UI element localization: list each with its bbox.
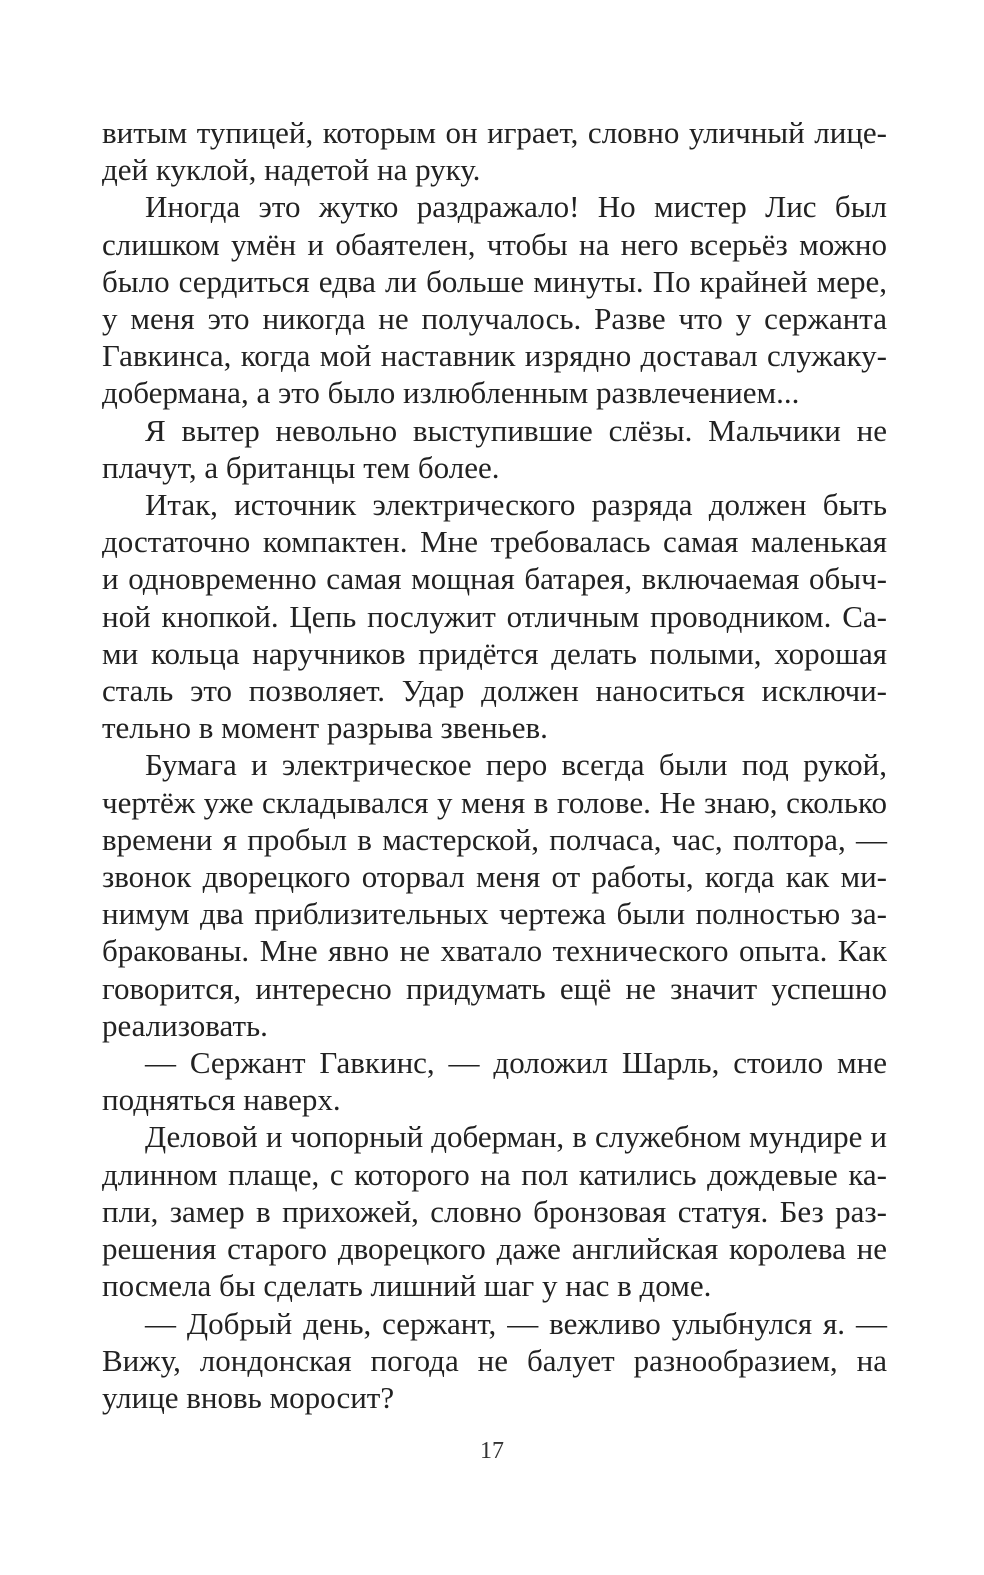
dialogue-paragraph: — Сержант Гавкинс, — доложил Шарль, стоило мне подняться наверх. xyxy=(102,1045,887,1118)
paragraph-continuation: витым тупицей, которым он играет, словно уличный лицедей куклой, надетой на руку. xyxy=(102,115,887,188)
paragraph: Бумага и электрическое перо всегда были под рукой, чертёж уже складывался у меня в голове. Не знаю, сколько времени я пробыл в мастерской, полчаса, час, полтора, — звонок дворецкого оторвал меня от работы, когда как минимум два приблизительных чертежа были полностью забракованы. Мне явно не хватало технического опыта. Как говорится, интересно придумать ещё не значит успешно реализовать. xyxy=(102,747,887,1043)
paragraph: Деловой и чопорный доберман, в служебном мундире и длинном плаще, с которого на пол катились дождевые капли, замер в прихожей, словно бронзовая статуя. Без разрешения старого дворецкого даже английская королева не посмела бы сделать лишний шаг у нас в доме. xyxy=(102,1119,887,1304)
page-body xyxy=(102,114,887,1416)
paragraph: Итак, источник электрического разряда должен быть достаточно компактен. Мне требовалась самая маленькая и одновременно самая мощная батарея, включаемая обычной кнопкой. Цепь послужит отличным проводником. Сами кольца наручников придётся делать полыми, хорошая сталь это позволяет. Удар должен наноситься исключительно в момент разрыва звеньев. xyxy=(102,487,887,746)
paragraph: Иногда это жутко раздражало! Но мистер Лис был слишком умён и обаятелен, чтобы на него всерьёз можно было сердиться едва ли больше минуты. По крайней мере, у меня это никогда не получалось. Разве что у сержанта Гавкинса, когда мой наставник изрядно доставал служаку-добермана, а это было излюбленным развлечением... xyxy=(102,189,887,411)
dialogue-paragraph: — Добрый день, сержант, — вежливо улыбнулся я. — Вижу, лондонская погода не балует разнообразием, на улице вновь моросит? xyxy=(102,1305,887,1415)
paragraph: Я вытер невольно выступившие слёзы. Мальчики не плачут, а британцы тем более. xyxy=(102,412,887,485)
page-number: 17 xyxy=(480,1438,504,1464)
